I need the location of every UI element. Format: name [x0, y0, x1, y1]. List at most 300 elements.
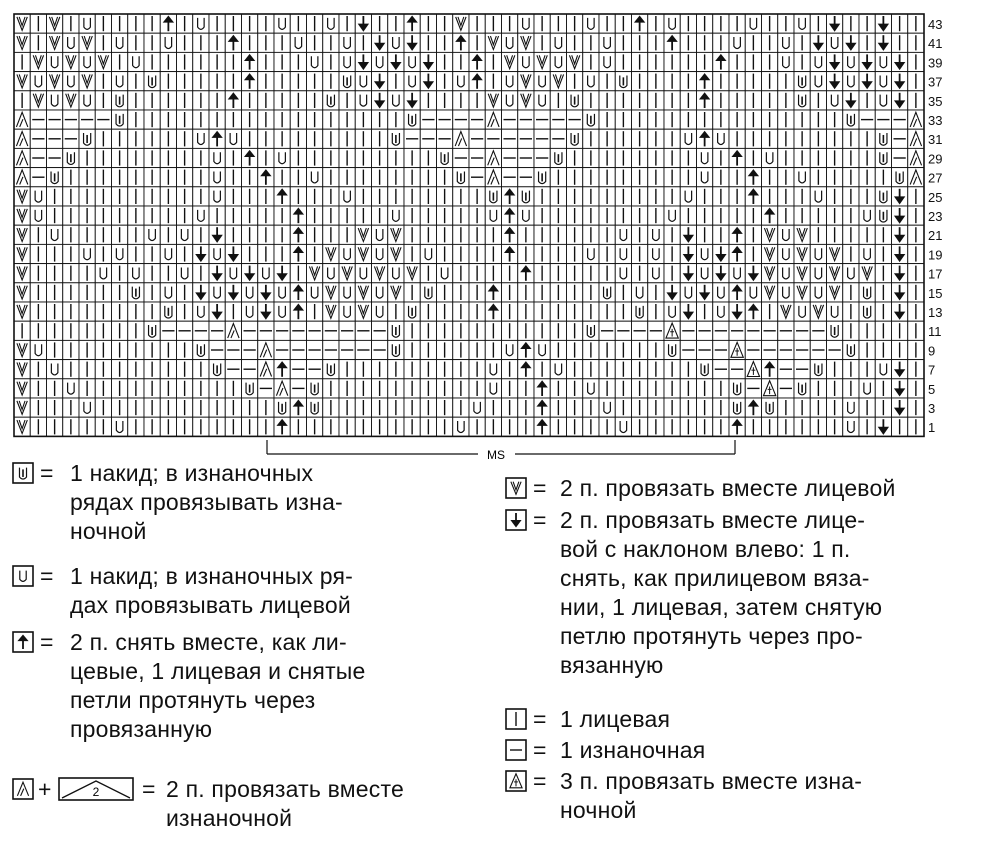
chart-cell-knit	[420, 148, 436, 167]
chart-cell-knit	[47, 244, 63, 263]
chart-cell-knit	[745, 148, 761, 167]
chart-cell-yarn-over-knit	[583, 379, 599, 398]
chart-cell-yarn-over-knit	[453, 417, 469, 436]
chart-cell-purl	[729, 360, 745, 379]
chart-cell-knit	[680, 168, 696, 187]
chart-cell-purl	[518, 129, 534, 148]
chart-cell-knit	[225, 52, 241, 71]
chart-cell-knit	[437, 302, 453, 321]
chart-cell-knit	[209, 52, 225, 71]
chart-cell-knit	[258, 206, 274, 225]
chart-cell-knit	[859, 129, 875, 148]
chart-cell-knit	[95, 206, 111, 225]
chart-cell-knit	[469, 379, 485, 398]
legend-line: 1 накид; в изнаночных	[70, 460, 314, 486]
chart-cell-purl	[518, 110, 534, 129]
chart-cell-knit	[778, 187, 794, 206]
chart-cell-knit	[372, 417, 388, 436]
chart-cell-yarn-over-knit	[648, 244, 664, 263]
chart-cell-knit	[388, 187, 404, 206]
chart-cell-knit	[843, 225, 859, 244]
chart-cell-knit	[485, 14, 501, 33]
chart-cell-yarn-over-purl	[388, 129, 404, 148]
chart-cell-knit	[437, 14, 453, 33]
chart-cell-yarn-over-knit	[778, 33, 794, 52]
chart-cell-purl	[30, 148, 46, 167]
chart-cell-yarn-over-purl	[599, 283, 615, 302]
chart-cell-knit	[290, 110, 306, 129]
chart-cell-central-double-decrease	[745, 302, 761, 321]
chart-cell-knit	[225, 187, 241, 206]
chart-cell-knit	[648, 168, 664, 187]
chart-cell-yarn-over-purl	[567, 91, 583, 110]
chart-cell-knit	[762, 52, 778, 71]
chart-cell-knit	[892, 33, 908, 52]
chart-cell-central-double-decrease	[502, 244, 518, 263]
row-number: 31	[928, 132, 943, 148]
chart-cell-knit	[680, 148, 696, 167]
chart-cell-knit	[177, 129, 193, 148]
chart-cell-purl	[63, 110, 79, 129]
legend-description	[166, 775, 404, 833]
chart-cell-knit	[518, 379, 534, 398]
chart-cell-purl	[323, 321, 339, 340]
chart-cell-yarn-over-knit	[485, 206, 501, 225]
chart-cell-knit	[680, 379, 696, 398]
chart-cell-yarn-over-knit	[859, 206, 875, 225]
chart-cell-knit	[680, 14, 696, 33]
chart-cell-knit	[908, 379, 924, 398]
chart-cell-knit	[908, 225, 924, 244]
chart-cell-knit	[112, 283, 128, 302]
chart-cell-yarn-over-knit	[502, 91, 518, 110]
chart-cell-knit	[404, 148, 420, 167]
chart-cell-knit	[778, 168, 794, 187]
chart-cell-knit	[583, 33, 599, 52]
chart-cell-knit	[615, 129, 631, 148]
chart-cell-knit	[177, 360, 193, 379]
chart-cell-knit	[697, 302, 713, 321]
chart-cell-ssk	[680, 264, 696, 283]
chart-cell-purl	[404, 129, 420, 148]
chart-cell-knit	[502, 14, 518, 33]
chart-cell-knit	[193, 91, 209, 110]
row-number: 27	[928, 170, 943, 186]
chart-cell-yarn-over-knit	[697, 244, 713, 263]
legend-equals: =	[533, 768, 547, 794]
chart-cell-knit	[567, 33, 583, 52]
chart-cell-knit	[242, 91, 258, 110]
chart-cell-knit	[615, 187, 631, 206]
chart-cell-knit	[534, 283, 550, 302]
chart-cell-knit	[810, 225, 826, 244]
chart-cell-ssk	[745, 264, 761, 283]
chart-cell-knit	[63, 14, 79, 33]
chart-cell-knit	[843, 321, 859, 340]
chart-cell-knit	[632, 72, 648, 91]
chart-cell-knit	[404, 244, 420, 263]
chart-cell-yarn-over-purl	[388, 340, 404, 359]
chart-cell-knit	[697, 14, 713, 33]
chart-cell-yarn-over-knit	[339, 244, 355, 263]
chart-cell-knit	[810, 398, 826, 417]
chart-cell-central-double-decrease	[697, 91, 713, 110]
chart-cell-knit	[615, 283, 631, 302]
chart-cell-yarn-over-knit	[307, 52, 323, 71]
chart-cell-knit	[144, 91, 160, 110]
chart-cell-knit	[567, 417, 583, 436]
chart-cell-knit	[534, 206, 550, 225]
chart-cell-knit	[794, 33, 810, 52]
chart-cell-knit	[128, 321, 144, 340]
chart-cell-knit	[680, 72, 696, 91]
chart-cell-knit	[437, 398, 453, 417]
chart-cell-knit	[680, 33, 696, 52]
chart-cell-yarn-over-knit	[697, 168, 713, 187]
chart-cell-ssk	[810, 33, 826, 52]
chart-cell-knit	[323, 148, 339, 167]
chart-cell-knit	[469, 206, 485, 225]
chart-cell-knit	[242, 244, 258, 263]
chart-cell-ssk	[355, 52, 371, 71]
chart-cell-knit	[697, 398, 713, 417]
chart-cell-knit	[680, 91, 696, 110]
chart-cell-p2tog	[258, 360, 274, 379]
chart-cell-knit	[567, 321, 583, 340]
chart-cell-knit	[388, 148, 404, 167]
chart-cell-knit	[583, 302, 599, 321]
chart-cell-knit	[680, 110, 696, 129]
chart-cell-knit	[745, 52, 761, 71]
chart-cell-yarn-over-knit	[453, 72, 469, 91]
chart-cell-knit	[242, 225, 258, 244]
chart-cell-knit	[323, 187, 339, 206]
chart-cell-ssk	[680, 302, 696, 321]
chart-cell-k2tog	[323, 283, 339, 302]
chart-cell-knit	[615, 379, 631, 398]
chart-cell-knit	[258, 91, 274, 110]
chart-cell-yarn-over-knit	[209, 244, 225, 263]
chart-cell-knit	[615, 206, 631, 225]
chart-cell-yarn-over-knit	[729, 264, 745, 283]
chart-cell-purl	[307, 360, 323, 379]
chart-cell-knit	[177, 340, 193, 359]
chart-cell-ssk	[892, 206, 908, 225]
chart-cell-knit	[420, 91, 436, 110]
chart-cell-purl	[892, 110, 908, 129]
chart-cell-yarn-over-knit	[534, 340, 550, 359]
chart-cell-yarn-over-knit	[680, 283, 696, 302]
chart-cell-knit	[713, 110, 729, 129]
chart-cell-knit	[615, 52, 631, 71]
chart-cell-knit	[209, 72, 225, 91]
chart-cell-knit	[193, 379, 209, 398]
chart-cell-yarn-over-knit	[47, 52, 63, 71]
chart-cell-knit	[128, 168, 144, 187]
legend-line: 1 накид; в изнаночных ря-	[70, 563, 354, 589]
chart-cell-yarn-over-knit	[209, 168, 225, 187]
chart-cell-knit	[144, 148, 160, 167]
chart-cell-knit	[95, 187, 111, 206]
legend-equals: =	[40, 460, 54, 486]
chart-cell-knit	[534, 33, 550, 52]
chart-cell-yarn-over-knit	[420, 244, 436, 263]
chart-cell-knit	[875, 398, 891, 417]
chart-cell-knit	[95, 302, 111, 321]
chart-cell-knit	[859, 148, 875, 167]
chart-cell-yarn-over-purl	[892, 168, 908, 187]
chart-cell-yarn-over-knit	[193, 14, 209, 33]
chart-cell-knit	[177, 168, 193, 187]
chart-cell-k2tog	[810, 302, 826, 321]
chart-cell-yarn-over-knit	[680, 129, 696, 148]
chart-cell-central-double-decrease	[697, 129, 713, 148]
chart-cell-knit	[47, 187, 63, 206]
chart-cell-knit	[323, 33, 339, 52]
chart-cell-yarn-over-knit	[339, 302, 355, 321]
chart-cell-knit	[193, 417, 209, 436]
legend-equals: =	[533, 737, 547, 763]
chart-cell-knit	[258, 187, 274, 206]
chart-cell-knit	[697, 52, 713, 71]
chart-cell-yarn-over-knit	[388, 91, 404, 110]
chart-cell-knit	[794, 398, 810, 417]
chart-cell-yarn-over-knit	[729, 33, 745, 52]
chart-cell-purl	[713, 340, 729, 359]
chart-cell-ssk	[892, 91, 908, 110]
chart-cell-yarn-over-purl	[112, 110, 128, 129]
chart-cell-yarn-over-knit	[79, 398, 95, 417]
chart-cell-knit	[827, 206, 843, 225]
chart-cell-knit	[144, 33, 160, 52]
chart-cell-k2tog	[14, 14, 30, 33]
chart-cell-knit	[242, 14, 258, 33]
chart-cell-yarn-over-purl	[859, 283, 875, 302]
chart-cell-knit	[437, 72, 453, 91]
chart-cell-knit	[502, 283, 518, 302]
chart-cell-knit	[144, 110, 160, 129]
chart-cell-knit	[729, 91, 745, 110]
chart-cell-yarn-over-knit	[372, 244, 388, 263]
chart-cell-knit	[745, 110, 761, 129]
chart-cell-knit	[95, 398, 111, 417]
chart-cell-knit	[550, 379, 566, 398]
chart-cell-yarn-over-knit	[843, 52, 859, 71]
chart-cell-yarn-over-knit	[47, 91, 63, 110]
chart-cell-ssk	[258, 302, 274, 321]
chart-cell-knit	[713, 14, 729, 33]
row-number: 33	[928, 112, 943, 128]
chart-cell-knit	[843, 206, 859, 225]
chart-cell-central-double-decrease	[745, 168, 761, 187]
chart-cell-knit	[112, 321, 128, 340]
chart-cell-knit	[388, 417, 404, 436]
chart-cell-knit	[47, 206, 63, 225]
chart-cell-yarn-over-purl	[762, 398, 778, 417]
chart-cell-knit	[762, 187, 778, 206]
row-number: 1	[928, 420, 936, 436]
chart-cell-knit	[307, 244, 323, 263]
chart-cell-knit	[453, 340, 469, 359]
chart-cell-knit	[762, 168, 778, 187]
chart-cell-knit	[144, 129, 160, 148]
chart-cell-central-double-decrease	[518, 264, 534, 283]
chart-cell-yarn-over-knit	[875, 72, 891, 91]
chart-cell-knit	[908, 340, 924, 359]
chart-cell-knit	[177, 283, 193, 302]
chart-cell-central-double-decrease	[485, 283, 501, 302]
legend-symbol-icon	[505, 770, 527, 792]
chart-cell-knit	[79, 206, 95, 225]
chart-cell-knit	[827, 168, 843, 187]
row-number: 29	[928, 151, 943, 167]
chart-cell-knit	[892, 14, 908, 33]
chart-cell-purl	[534, 129, 550, 148]
chart-cell-knit	[177, 244, 193, 263]
chart-cell-knit	[420, 187, 436, 206]
chart-cell-p2tog	[453, 129, 469, 148]
chart-cell-knit	[843, 129, 859, 148]
chart-cell-knit	[843, 148, 859, 167]
legend-equals: =	[533, 507, 547, 533]
chart-cell-purl	[420, 110, 436, 129]
chart-cell-knit	[632, 129, 648, 148]
chart-cell-knit	[63, 417, 79, 436]
chart-cell-purl	[339, 321, 355, 340]
chart-cell-knit	[323, 72, 339, 91]
chart-cell-knit	[388, 14, 404, 33]
chart-cell-yarn-over-knit	[112, 72, 128, 91]
chart-cell-knit	[827, 379, 843, 398]
chart-cell-knit	[63, 398, 79, 417]
chart-cell-ssk	[859, 52, 875, 71]
chart-cell-knit	[729, 14, 745, 33]
chart-cell-yarn-over-knit	[534, 72, 550, 91]
chart-cell-yarn-over-knit	[697, 148, 713, 167]
legend-symbol-icon	[12, 565, 34, 587]
chart-cell-knit	[875, 321, 891, 340]
chart-cell-purl	[599, 321, 615, 340]
chart-cell-knit	[648, 91, 664, 110]
chart-cell-knit	[160, 360, 176, 379]
chart-cell-central-double-decrease	[713, 52, 729, 71]
chart-cell-purl	[729, 321, 745, 340]
chart-cell-knit	[827, 398, 843, 417]
chart-cell-yarn-over-purl	[794, 379, 810, 398]
chart-cell-knit	[550, 187, 566, 206]
chart-cell-purl	[453, 148, 469, 167]
chart-cell-k2tog	[827, 264, 843, 283]
chart-cell-yarn-over-knit	[745, 14, 761, 33]
chart-cell-central-double-decrease	[274, 360, 290, 379]
chart-cell-knit	[242, 206, 258, 225]
chart-cell-yarn-over-knit	[778, 264, 794, 283]
chart-cell-knit	[339, 129, 355, 148]
chart-cell-knit	[160, 129, 176, 148]
chart-cell-knit	[177, 379, 193, 398]
chart-cell-yarn-over-knit	[209, 283, 225, 302]
chart-cell-knit	[128, 417, 144, 436]
chart-cell-knit	[534, 321, 550, 340]
chart-cell-yarn-over-purl	[875, 148, 891, 167]
chart-cell-knit	[242, 168, 258, 187]
chart-cell-knit	[274, 225, 290, 244]
chart-cell-knit	[177, 187, 193, 206]
legend-description	[560, 506, 882, 680]
legend-line: ночной	[560, 797, 637, 823]
chart-cell-knit	[632, 417, 648, 436]
chart-cell-knit	[778, 72, 794, 91]
chart-cell-purl	[323, 340, 339, 359]
chart-cell-central-double-decrease	[290, 283, 306, 302]
chart-cell-knit	[144, 398, 160, 417]
chart-cell-knit	[128, 398, 144, 417]
chart-cell-knit	[355, 129, 371, 148]
chart-cell-knit	[648, 187, 664, 206]
chart-cell-k2tog	[14, 360, 30, 379]
chart-cell-knit	[160, 91, 176, 110]
chart-cell-knit	[274, 72, 290, 91]
chart-cell-k2tog	[518, 91, 534, 110]
chart-cell-knit	[778, 129, 794, 148]
chart-cell-k2tog	[14, 72, 30, 91]
chart-cell-knit	[144, 302, 160, 321]
chart-cell-knit	[827, 417, 843, 436]
legend-equals: =	[533, 475, 547, 501]
chart-cell-knit	[453, 244, 469, 263]
chart-cell-purl	[745, 321, 761, 340]
chart-cell-yarn-over-knit	[30, 340, 46, 359]
chart-cell-knit	[908, 14, 924, 33]
chart-cell-knit	[95, 283, 111, 302]
chart-cell-knit	[79, 283, 95, 302]
chart-cell-k2tog	[534, 52, 550, 71]
row-number: 5	[928, 381, 936, 397]
chart-cell-knit	[437, 52, 453, 71]
chart-cell-knit	[112, 14, 128, 33]
chart-cell-knit	[209, 33, 225, 52]
chart-cell-yarn-over-knit	[648, 225, 664, 244]
chart-cell-yarn-over-knit	[339, 33, 355, 52]
chart-cell-knit	[908, 33, 924, 52]
chart-cell-knit	[30, 302, 46, 321]
chart-cell-k2tog	[14, 398, 30, 417]
chart-cell-knit	[355, 360, 371, 379]
chart-cell-yarn-over-knit	[599, 33, 615, 52]
chart-cell-yarn-over-knit	[664, 302, 680, 321]
chart-cell-yarn-over-knit	[225, 264, 241, 283]
chart-cell-knit	[323, 417, 339, 436]
chart-cell-knit	[518, 321, 534, 340]
chart-cell-yarn-over-knit	[404, 52, 420, 71]
chart-cell-yarn-over-knit	[274, 14, 290, 33]
chart-cell-yarn-over-purl	[859, 302, 875, 321]
chart-cell-knit	[599, 340, 615, 359]
chart-cell-yarn-over-purl	[534, 168, 550, 187]
chart-cell-knit	[404, 206, 420, 225]
chart-cell-knit	[729, 72, 745, 91]
chart-cell-yarn-over-purl	[729, 398, 745, 417]
chart-cell-p2tog	[14, 168, 30, 187]
chart-cell-yarn-over-knit	[648, 264, 664, 283]
chart-cell-yarn-over-knit	[615, 244, 631, 263]
chart-cell-knit	[859, 225, 875, 244]
chart-cell-central-double-decrease	[534, 417, 550, 436]
chart-cell-yarn-over-purl	[242, 379, 258, 398]
chart-cell-knit	[664, 110, 680, 129]
chart-cell-knit	[550, 340, 566, 359]
chart-cell-knit	[225, 14, 241, 33]
